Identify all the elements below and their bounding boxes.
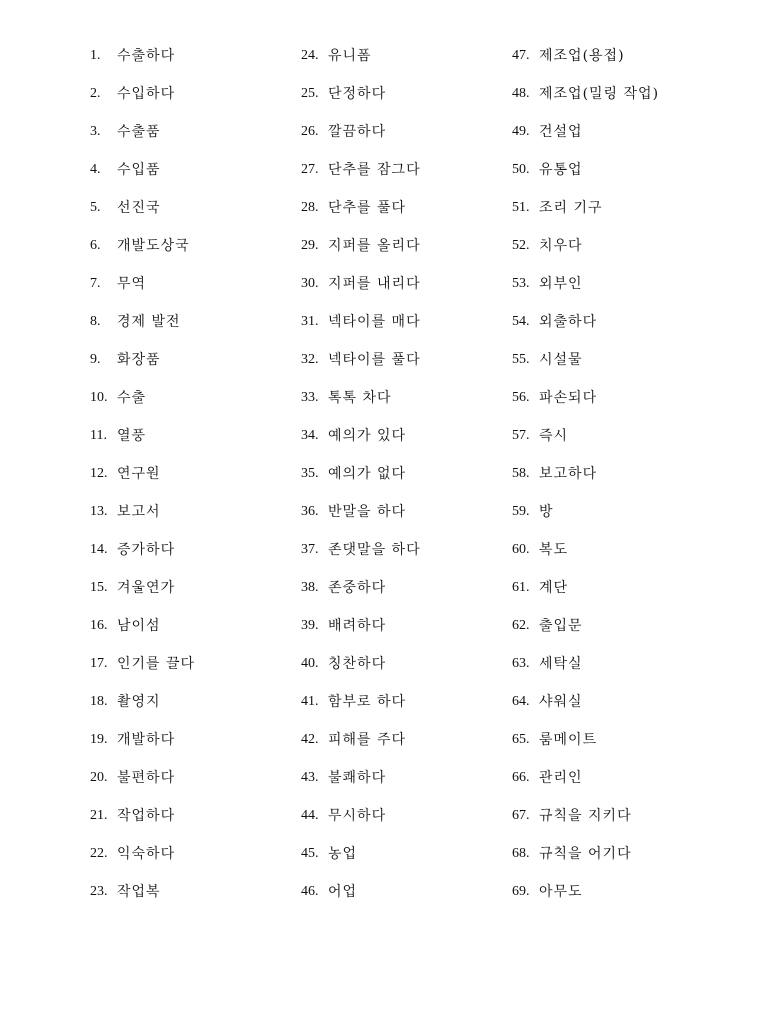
vocab-column-3 — [512, 44, 742, 918]
vocab-item-number: 27. — [301, 162, 319, 177]
vocab-item-number: 40. — [301, 656, 319, 671]
vocab-item — [512, 272, 742, 310]
vocab-item-term: 깔끔하다 — [328, 124, 387, 140]
vocab-item — [90, 690, 320, 728]
vocab-item — [90, 728, 320, 766]
vocab-item — [512, 576, 742, 614]
vocab-item-number: 66. — [512, 770, 530, 785]
vocab-item-term: 지퍼를 올리다 — [328, 238, 421, 254]
vocab-item-number: 12. — [90, 466, 108, 481]
vocab-item-number: 8. — [90, 314, 101, 329]
vocab-item — [301, 880, 531, 918]
vocab-item-term: 예의가 있다 — [328, 428, 407, 444]
vocab-item — [301, 424, 531, 462]
vocab-item-term: 보고서 — [117, 504, 161, 520]
vocab-item — [301, 462, 531, 500]
vocab-item-term: 반말을 하다 — [328, 504, 407, 520]
vocab-item-number: 55. — [512, 352, 530, 367]
vocab-item — [512, 614, 742, 652]
vocab-item — [301, 272, 531, 310]
vocab-item-number: 13. — [90, 504, 108, 519]
vocab-item-term: 단추를 풀다 — [328, 200, 407, 216]
vocab-item-number: 42. — [301, 732, 319, 747]
vocab-item-number: 60. — [512, 542, 530, 557]
vocab-item-term: 연구원 — [117, 466, 161, 482]
vocab-item-number: 17. — [90, 656, 108, 671]
vocab-item-term: 불쾌하다 — [328, 770, 387, 786]
vocab-item-number: 31. — [301, 314, 319, 329]
vocab-item-number: 52. — [512, 238, 530, 253]
vocab-item-number: 11. — [90, 428, 107, 443]
vocab-item-term: 수출 — [117, 390, 147, 406]
vocab-item-number: 5. — [90, 200, 101, 215]
vocab-item — [90, 120, 320, 158]
vocab-item-term: 남이섬 — [117, 618, 161, 634]
vocab-item-term: 예의가 없다 — [328, 466, 407, 482]
vocab-item-number: 16. — [90, 618, 108, 633]
vocab-item-term: 방 — [539, 504, 554, 520]
vocab-item-number: 47. — [512, 48, 530, 63]
vocab-item-number: 35. — [301, 466, 319, 481]
vocab-item — [301, 158, 531, 196]
vocab-item — [512, 386, 742, 424]
vocab-item — [90, 272, 320, 310]
vocab-item-number: 68. — [512, 846, 530, 861]
vocab-item-term: 수입품 — [117, 162, 161, 178]
vocab-item — [301, 728, 531, 766]
vocab-item-number: 36. — [301, 504, 319, 519]
vocab-item-term: 제조업(밀링 작업) — [539, 86, 660, 102]
vocab-item-term: 유통업 — [539, 162, 583, 178]
vocab-item-term: 인기를 끌다 — [117, 656, 196, 672]
vocab-item-number: 22. — [90, 846, 108, 861]
vocab-item — [301, 500, 531, 538]
vocab-item-term: 무역 — [117, 276, 147, 292]
vocab-item-term: 즉시 — [539, 428, 569, 444]
vocab-column-1 — [90, 44, 320, 918]
vocab-item — [512, 310, 742, 348]
vocab-item-term: 불편하다 — [117, 770, 176, 786]
vocab-item — [301, 690, 531, 728]
vocab-item — [301, 348, 531, 386]
vocab-item-term: 파손되다 — [539, 390, 598, 406]
vocab-item-number: 62. — [512, 618, 530, 633]
vocab-item-term: 익숙하다 — [117, 846, 176, 862]
vocab-item-term: 관리인 — [539, 770, 583, 786]
vocab-item — [512, 82, 742, 120]
vocab-item — [90, 538, 320, 576]
vocab-item-term: 규칙을 지키다 — [539, 808, 632, 824]
vocab-item-term: 외출하다 — [539, 314, 598, 330]
vocab-item — [90, 462, 320, 500]
vocab-item — [301, 538, 531, 576]
vocab-item-term: 존중하다 — [328, 580, 387, 596]
vocab-item — [90, 652, 320, 690]
vocab-item-number: 7. — [90, 276, 101, 291]
vocab-item-number: 26. — [301, 124, 319, 139]
vocab-item-number: 41. — [301, 694, 319, 709]
vocab-item-number: 34. — [301, 428, 319, 443]
vocab-item-term: 넥타이를 풀다 — [328, 352, 421, 368]
vocab-item — [301, 44, 531, 82]
vocab-item-number: 38. — [301, 580, 319, 595]
vocab-item — [301, 614, 531, 652]
vocab-item-number: 46. — [301, 884, 319, 899]
vocab-item-term: 칭찬하다 — [328, 656, 387, 672]
vocab-item-term: 배려하다 — [328, 618, 387, 634]
vocab-item — [512, 348, 742, 386]
vocab-item — [90, 842, 320, 880]
vocab-item-term: 지퍼를 내리다 — [328, 276, 421, 292]
vocab-item — [512, 500, 742, 538]
vocab-item-number: 32. — [301, 352, 319, 367]
vocab-item — [512, 766, 742, 804]
vocab-item-term: 수출품 — [117, 124, 161, 140]
vocab-item — [90, 614, 320, 652]
vocab-item-term: 건설업 — [539, 124, 583, 140]
vocab-item-number: 65. — [512, 732, 530, 747]
vocab-item-term: 증가하다 — [117, 542, 176, 558]
vocab-item-term: 넥타이를 매다 — [328, 314, 421, 330]
vocab-item-term: 존댓말을 하다 — [328, 542, 421, 558]
vocab-item-number: 53. — [512, 276, 530, 291]
vocab-item-term: 복도 — [539, 542, 569, 558]
vocab-item — [301, 842, 531, 880]
vocab-item-term: 촬영지 — [117, 694, 161, 710]
vocab-item-number: 6. — [90, 238, 101, 253]
vocab-item-number: 44. — [301, 808, 319, 823]
vocab-item — [512, 880, 742, 918]
vocab-item-number: 19. — [90, 732, 108, 747]
vocab-item — [90, 766, 320, 804]
vocab-item-number: 14. — [90, 542, 108, 557]
vocab-item — [512, 234, 742, 272]
vocab-item-number: 63. — [512, 656, 530, 671]
vocab-item-number: 28. — [301, 200, 319, 215]
vocab-item — [90, 804, 320, 842]
vocab-item-number: 57. — [512, 428, 530, 443]
vocab-item-term: 세탁실 — [539, 656, 583, 672]
vocab-item-term: 작업하다 — [117, 808, 176, 824]
vocab-item — [301, 386, 531, 424]
vocab-item-term: 출입문 — [539, 618, 583, 634]
vocab-item-number: 61. — [512, 580, 530, 595]
vocab-item-number: 4. — [90, 162, 101, 177]
vocab-item-number: 10. — [90, 390, 108, 405]
vocab-item — [90, 424, 320, 462]
vocab-item — [301, 766, 531, 804]
vocab-item-number: 39. — [301, 618, 319, 633]
vocab-item — [512, 196, 742, 234]
vocab-item-term: 유니폼 — [328, 48, 372, 64]
vocab-item — [301, 652, 531, 690]
vocab-item — [512, 690, 742, 728]
vocab-item — [512, 424, 742, 462]
vocab-item-number: 33. — [301, 390, 319, 405]
vocab-item-number: 43. — [301, 770, 319, 785]
vocab-item-number: 49. — [512, 124, 530, 139]
vocab-item — [301, 804, 531, 842]
vocab-item-number: 3. — [90, 124, 101, 139]
vocab-item — [90, 348, 320, 386]
vocab-item-number: 20. — [90, 770, 108, 785]
vocab-item-term: 무시하다 — [328, 808, 387, 824]
vocab-item-term: 치우다 — [539, 238, 583, 254]
vocab-item-term: 수출하다 — [117, 48, 176, 64]
vocab-item-number: 2. — [90, 86, 101, 101]
vocab-item — [90, 310, 320, 348]
vocab-item-term: 경제 발전 — [117, 314, 181, 330]
vocab-item-term: 함부로 하다 — [328, 694, 407, 710]
vocab-item — [301, 310, 531, 348]
vocab-item-number: 48. — [512, 86, 530, 101]
vocab-item-term: 제조업(용접) — [539, 48, 625, 64]
vocab-column-2 — [301, 44, 531, 918]
vocab-item — [90, 234, 320, 272]
vocab-item — [301, 120, 531, 158]
vocab-item — [512, 158, 742, 196]
vocab-item-term: 개발도상국 — [117, 238, 190, 254]
vocab-item — [512, 728, 742, 766]
vocab-item-term: 단추를 잠그다 — [328, 162, 421, 178]
vocab-item-term: 어업 — [328, 884, 358, 900]
vocab-item — [512, 462, 742, 500]
vocab-item-number: 29. — [301, 238, 319, 253]
vocab-item-number: 50. — [512, 162, 530, 177]
vocab-item — [90, 880, 320, 918]
vocab-item-term: 보고하다 — [539, 466, 598, 482]
vocab-item — [512, 44, 742, 82]
vocab-item — [301, 234, 531, 272]
vocab-item-number: 54. — [512, 314, 530, 329]
vocab-item-term: 열풍 — [117, 428, 147, 444]
vocab-item — [90, 576, 320, 614]
vocab-item-number: 25. — [301, 86, 319, 101]
vocab-item — [301, 82, 531, 120]
vocab-item-term: 조리 기구 — [539, 200, 603, 216]
vocab-item-number: 1. — [90, 48, 101, 63]
vocab-item-number: 59. — [512, 504, 530, 519]
vocab-item — [512, 120, 742, 158]
vocab-item-term: 룸메이트 — [539, 732, 598, 748]
vocab-item — [90, 44, 320, 82]
vocab-item — [90, 196, 320, 234]
vocab-item-term: 외부인 — [539, 276, 583, 292]
vocab-item-term: 계단 — [539, 580, 569, 596]
vocab-item-number: 23. — [90, 884, 108, 899]
vocab-item-term: 단정하다 — [328, 86, 387, 102]
vocab-item-term: 시설물 — [539, 352, 583, 368]
vocab-item-number: 67. — [512, 808, 530, 823]
vocab-item-number: 37. — [301, 542, 319, 557]
vocab-item — [90, 158, 320, 196]
vocab-item-number: 21. — [90, 808, 108, 823]
vocab-item-term: 규칙을 어기다 — [539, 846, 632, 862]
vocab-item-number: 58. — [512, 466, 530, 481]
vocab-item-number: 24. — [301, 48, 319, 63]
vocab-item-term: 농업 — [328, 846, 358, 862]
vocab-item-number: 15. — [90, 580, 108, 595]
vocab-item-term: 수입하다 — [117, 86, 176, 102]
vocab-item-number: 9. — [90, 352, 101, 367]
vocab-item-number: 69. — [512, 884, 530, 899]
vocab-item-term: 톡톡 차다 — [328, 390, 392, 406]
vocab-item — [301, 576, 531, 614]
vocab-item-term: 화장품 — [117, 352, 161, 368]
vocab-item — [512, 804, 742, 842]
vocab-item-number: 56. — [512, 390, 530, 405]
vocab-item-term: 겨울연가 — [117, 580, 176, 596]
vocab-item — [512, 842, 742, 880]
vocab-item — [90, 82, 320, 120]
vocab-item-term: 선진국 — [117, 200, 161, 216]
vocab-item-number: 51. — [512, 200, 530, 215]
vocab-item — [90, 500, 320, 538]
vocab-item — [512, 538, 742, 576]
vocab-item — [90, 386, 320, 424]
vocab-item-number: 45. — [301, 846, 319, 861]
vocab-item-term: 샤워실 — [539, 694, 583, 710]
vocab-item-number: 18. — [90, 694, 108, 709]
vocab-item-term: 아무도 — [539, 884, 583, 900]
vocab-item-number: 30. — [301, 276, 319, 291]
vocab-item-term: 개발하다 — [117, 732, 176, 748]
vocab-item-term: 작업복 — [117, 884, 161, 900]
vocab-item-term: 피해를 주다 — [328, 732, 407, 748]
vocab-item — [301, 196, 531, 234]
vocab-item — [512, 652, 742, 690]
vocab-item-number: 64. — [512, 694, 530, 709]
